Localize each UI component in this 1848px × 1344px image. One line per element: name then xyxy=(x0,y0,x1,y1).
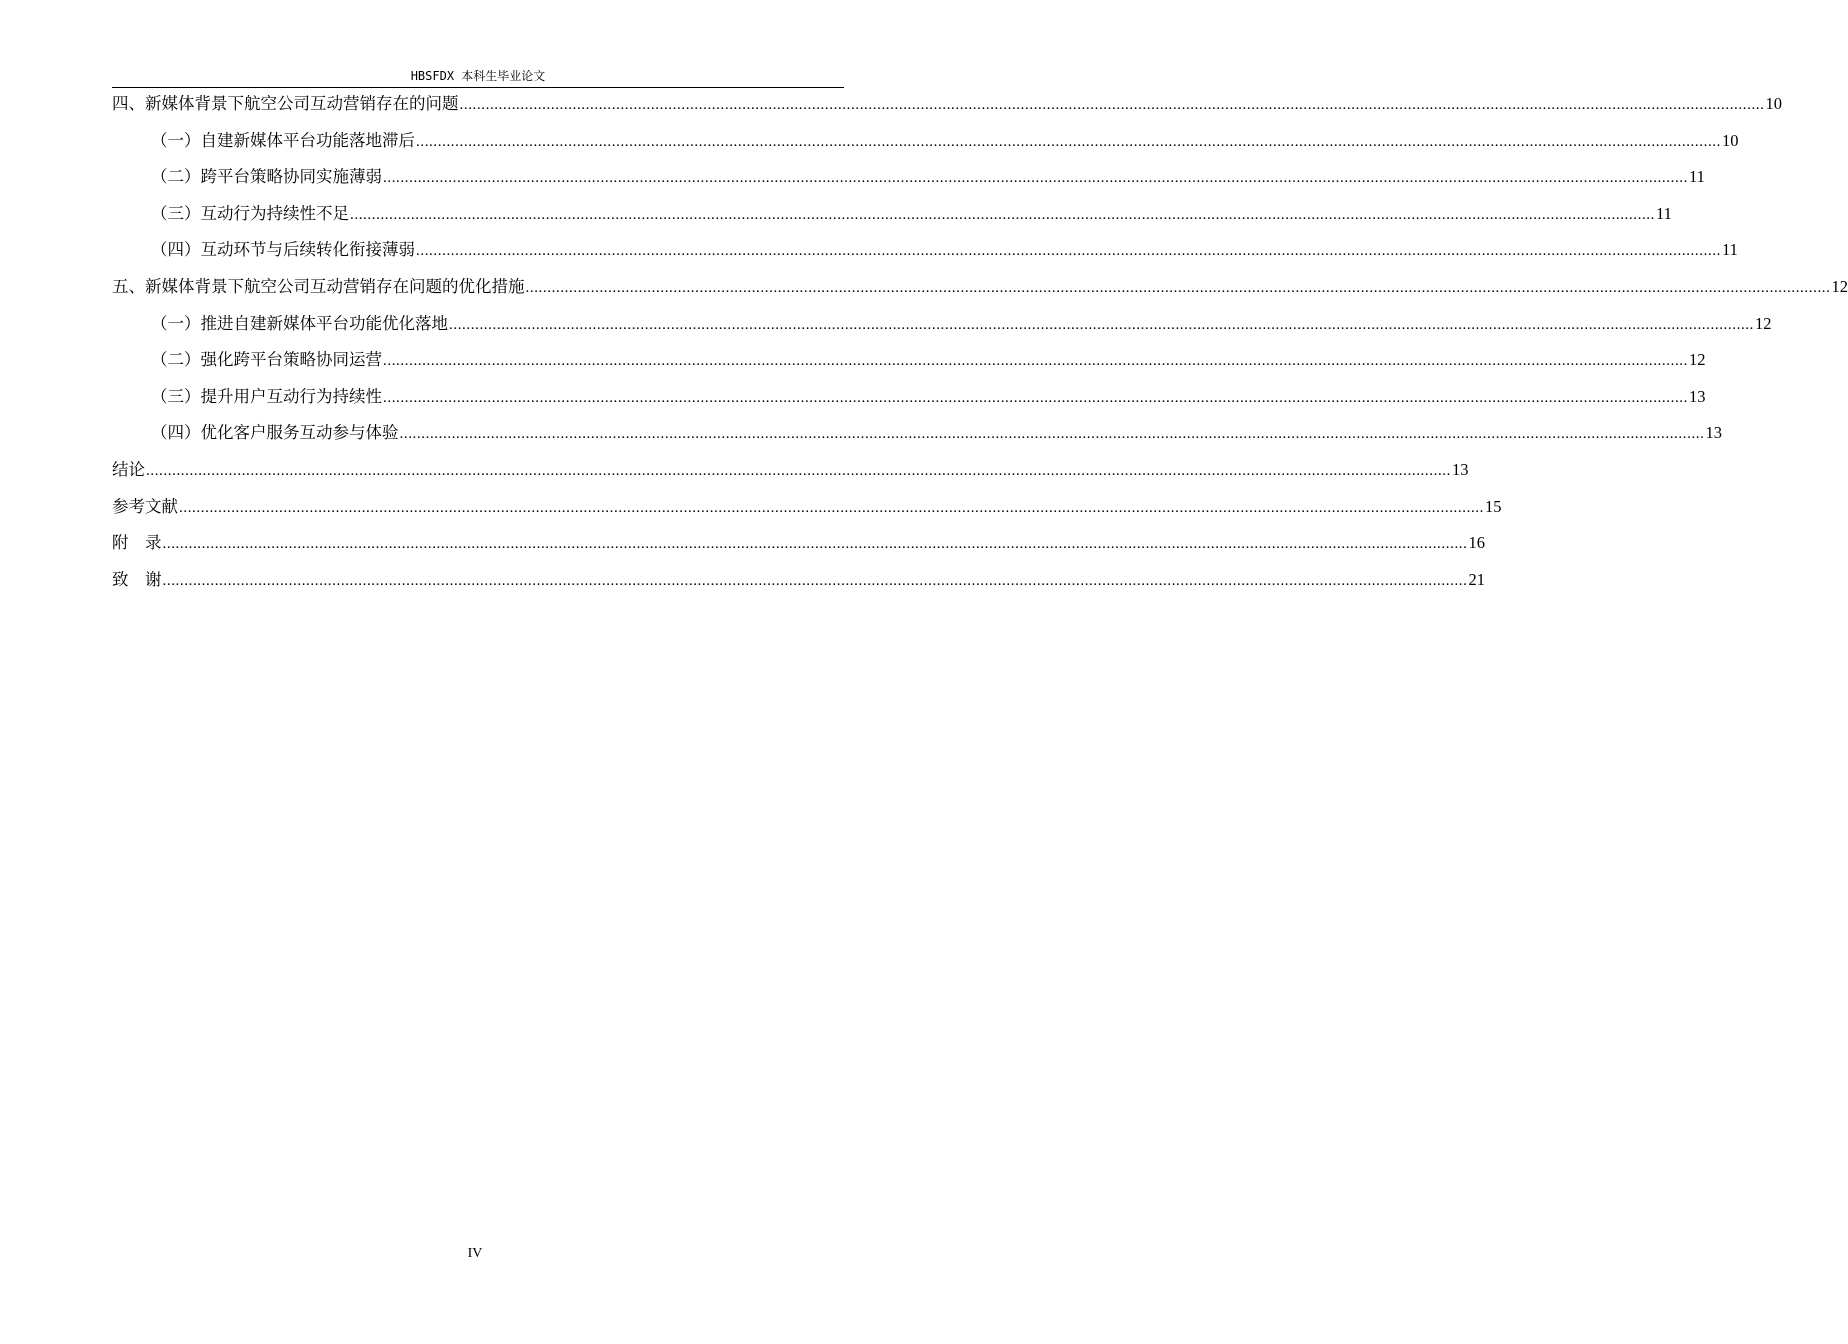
toc-entry-title: （四）优化客户服务互动参与体验 xyxy=(151,423,399,443)
toc-entry-page: 11 xyxy=(1689,167,1705,187)
toc-entry-title: 致 谢 xyxy=(112,569,162,589)
toc-entry-page: 13 xyxy=(1452,459,1469,479)
toc-entry-title: 参考文献 xyxy=(112,496,178,516)
toc-entry-title: （四）互动环节与后续转化衔接薄弱 xyxy=(151,240,415,260)
toc-entry-title: 五、新媒体背景下航空公司互动营销存在问题的优化措施 xyxy=(112,276,525,296)
toc-entry[interactable] xyxy=(112,273,1848,310)
toc-entry-page: 12 xyxy=(1689,350,1706,370)
toc-entry-page: 16 xyxy=(1468,533,1485,553)
toc-entry-page: 21 xyxy=(1468,569,1485,589)
toc-entry-page: 11 xyxy=(1656,203,1672,223)
toc-entry-page: 13 xyxy=(1689,386,1706,406)
toc-entry-title: （三）提升用户互动行为持续性 xyxy=(151,386,382,406)
toc-entry[interactable] xyxy=(112,90,1782,127)
toc-dot-leader: ............................................................................................................................................................................................................................................................................................................ xyxy=(416,243,1721,260)
toc-entry-title: （二）跨平台策略协同实施薄弱 xyxy=(151,167,382,187)
toc-entry-page: 10 xyxy=(1765,94,1782,113)
toc-entry-title: 结论 xyxy=(112,459,145,479)
toc-entry-page: 13 xyxy=(1705,423,1722,443)
toc-entry[interactable] xyxy=(112,493,1502,530)
toc-dot-leader: ............................................................................................................................................................................................................................................................................................................ xyxy=(399,426,1705,443)
toc-entry[interactable] xyxy=(112,529,1485,566)
toc-entry-title: 附 录 xyxy=(112,533,162,553)
toc-entry-page: 12 xyxy=(1831,276,1848,296)
toc-dot-leader: ............................................................................................................................................................................................................................................................................................................ xyxy=(146,462,1451,479)
toc-dot-leader: ............................................................................................................................................................................................................................................................................................................ xyxy=(179,499,1484,516)
toc-entry-page: 15 xyxy=(1485,496,1502,516)
toc-entry[interactable] xyxy=(112,163,1705,200)
toc-entry[interactable] xyxy=(112,236,1738,273)
toc-entry-page: 11 xyxy=(1722,240,1738,260)
toc-entry[interactable] xyxy=(112,127,1739,164)
header-rule xyxy=(112,87,844,88)
toc-entry[interactable] xyxy=(112,200,1672,237)
toc-entry[interactable] xyxy=(112,346,1706,383)
table-of-contents xyxy=(112,90,1848,602)
toc-entry-title: （一）推进自建新媒体平台功能优化落地 xyxy=(151,313,448,333)
toc-entry-title: 四、新媒体背景下航空公司互动营销存在的问题 xyxy=(112,94,459,113)
toc-entry-title: （一）自建新媒体平台功能落地滞后 xyxy=(151,130,415,150)
toc-entry-page: 12 xyxy=(1755,313,1772,333)
toc-dot-leader: ............................................................................................................................................................................................................................................................................................................ xyxy=(350,206,1655,223)
page-number: IV xyxy=(467,1246,483,1261)
toc-dot-leader: ............................................................................................................................................................................................................................................................................................................ xyxy=(162,572,1468,589)
toc-entry-title: （二）强化跨平台策略协同运营 xyxy=(151,350,382,370)
toc-entry-page: 10 xyxy=(1722,130,1739,150)
toc-entry[interactable] xyxy=(112,383,1706,420)
toc-entry[interactable] xyxy=(112,310,1772,347)
toc-entry[interactable] xyxy=(112,419,1722,456)
toc-entry-title: （三）互动行为持续性不足 xyxy=(151,203,349,223)
toc-dot-leader: ............................................................................................................................................................................................................................................................................................................ xyxy=(449,316,1754,333)
toc-dot-leader: ............................................................................................................................................................................................................................................................................................................ xyxy=(383,353,1688,370)
toc-dot-leader: ............................................................................................................................................................................................................................................................................................................ xyxy=(383,170,1688,187)
toc-dot-leader: ............................................................................................................................................................................................................................................................................................................ xyxy=(525,279,1831,296)
toc-dot-leader: ............................................................................................................................................................................................................................................................................................................ xyxy=(162,536,1468,553)
toc-entry[interactable] xyxy=(112,566,1485,603)
toc-dot-leader: ............................................................................................................................................................................................................................................................................................................ xyxy=(459,97,1765,113)
toc-dot-leader: ............................................................................................................................................................................................................................................................................................................ xyxy=(383,389,1688,406)
running-header: HBSFDX 本科生毕业论文 xyxy=(410,69,546,83)
toc-entry[interactable] xyxy=(112,456,1469,493)
toc-dot-leader: ............................................................................................................................................................................................................................................................................................................ xyxy=(416,133,1721,150)
